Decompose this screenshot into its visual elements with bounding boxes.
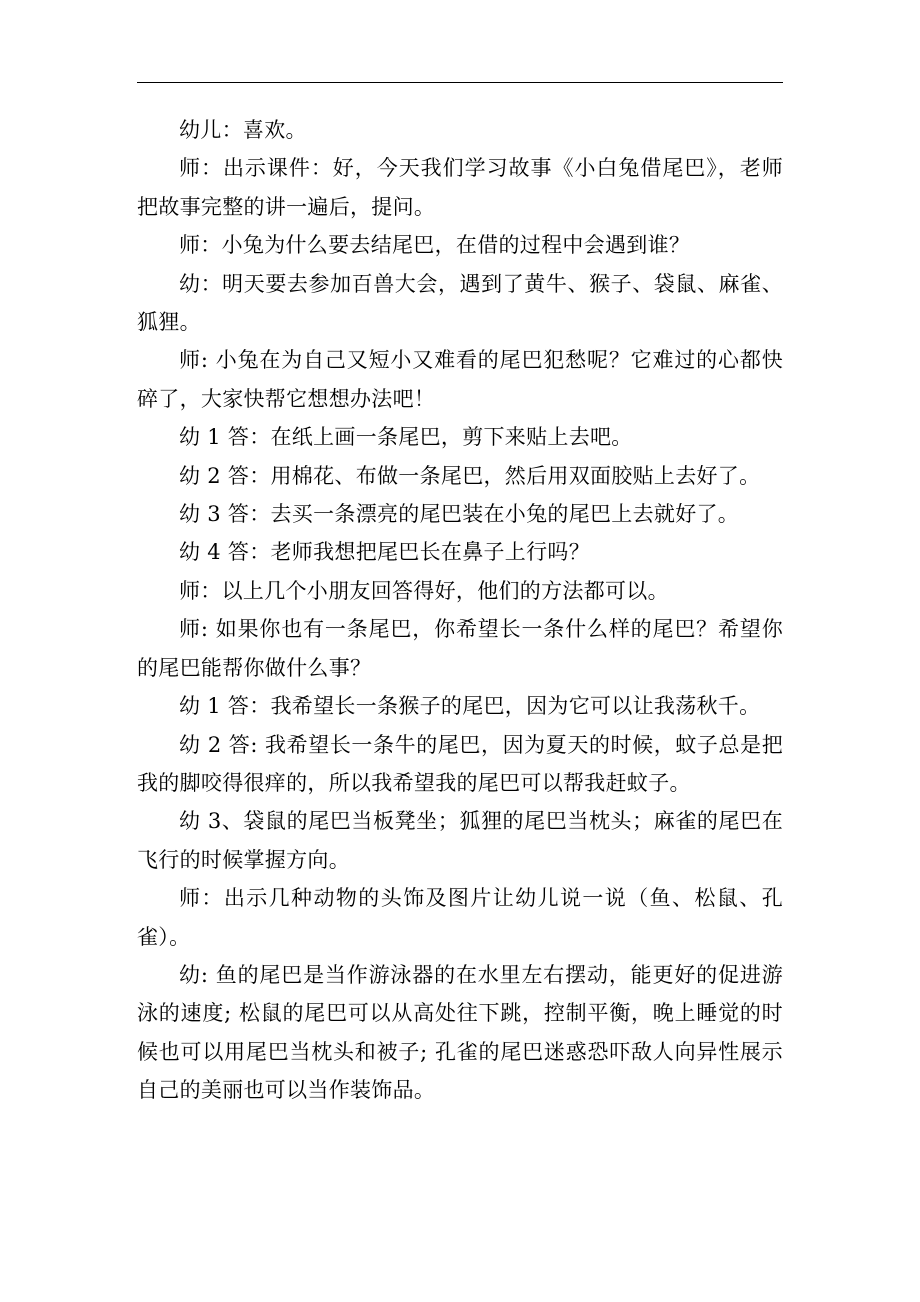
paragraph-4: 幼：明天要去参加百兽大会，遇到了黄牛、猴子、袋鼠、麻雀、狐狸。 xyxy=(137,271,783,335)
paragraph-6: 幼 1 答：在纸上画一条尾巴，剪下来贴上去吧。 xyxy=(179,425,633,450)
paragraph-3: 师：小兔为什么要去结尾巴，在借的过程中会遇到谁？ xyxy=(179,233,691,258)
paragraph-13: 幼 2 答: 我希望长一条牛的尾巴，因为夏天的时候，蚊子总是把我的脚咬得很痒的，所以我希望我的尾巴可以帮我赶蚊子。 xyxy=(137,732,783,795)
document-body xyxy=(137,111,783,1110)
paragraph-8: 幼 3 答：去买一条漂亮的尾巴装在小兔的尾巴上去就好了。 xyxy=(179,502,740,527)
paragraph-15: 师：出示几种动物的头饰及图片让幼儿说一说（鱼、松鼠、孔雀）。 xyxy=(137,886,783,949)
paragraph-1: 幼儿：喜欢。 xyxy=(179,118,307,142)
paragraph-14: 幼 3、袋鼠的尾巴当板凳坐；狐狸的尾巴当枕头；麻雀的尾巴在飞行的时候掌握方向。 xyxy=(137,809,783,872)
paragraph-2: 师：出示课件：好，今天我们学习故事《小白兔借尾巴》，老师把故事完整的讲一遍后，提问。 xyxy=(137,156,783,219)
paragraph-11: 师: 如果你也有一条尾巴，你希望长一条什么样的尾巴？希望你的尾巴能帮你做什么事？ xyxy=(137,617,783,680)
paragraph-12: 幼 1 答：我希望长一条猴子的尾巴，因为它可以让我荡秋千。 xyxy=(179,694,761,719)
header-rule xyxy=(137,82,783,83)
paragraph-16: 幼: 鱼的尾巴是当作游泳器的在水里左右摆动，能更好的促进游泳的速度; 松鼠的尾巴可以从高处往下跳，控制平衡，晚上睡觉的时候也可以用尾巴当枕头和被子; 孔雀的尾巴迷惑恐吓敌人向异性展示自己的美丽也可以当作装饰品。 xyxy=(137,962,783,1103)
paragraph-10: 师：以上几个小朋友回答得好，他们的方法都可以。 xyxy=(179,578,669,603)
paragraph-5: 师: 小兔在为自己又短小又难看的尾巴犯愁呢？它难过的心都快碎了，大家快帮它想想办法吧！ xyxy=(137,348,783,411)
paragraph-9: 幼 4 答：老师我想把尾巴长在鼻子上行吗？ xyxy=(179,540,591,565)
paragraph-7: 幼 2 答：用棉花、布做一条尾巴，然后用双面胶贴上去好了。 xyxy=(179,463,761,488)
